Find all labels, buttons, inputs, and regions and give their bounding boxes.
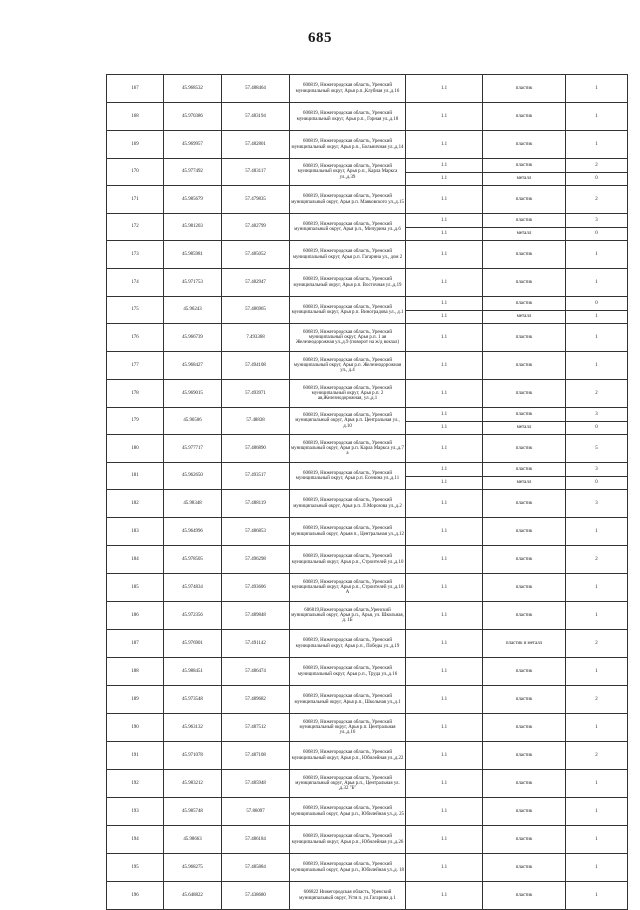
latitude-cell: 45.976901 [164, 630, 222, 658]
longitude-cell: 57.488464 [222, 75, 290, 103]
bin-material-cell: пластик [483, 798, 566, 826]
bin-material-cell: пластик [483, 186, 566, 214]
bin-volume-cell: 1.1 [406, 214, 483, 228]
longitude-cell: 57.486853 [222, 518, 290, 546]
bin-volume-cell: 1.1 [406, 574, 483, 602]
bin-material-cell: пластик [483, 269, 566, 297]
row-number-cell: 186 [107, 602, 164, 630]
row-number-cell: 172 [107, 214, 164, 241]
bin-material-cell: пластик [483, 602, 566, 630]
table-row [107, 352, 628, 380]
container-sites-table [106, 74, 628, 910]
longitude-cell: 57.483194 [222, 103, 290, 131]
bin-material-cell: металл [483, 227, 566, 241]
bin-count-cell: 1 [566, 854, 628, 882]
bin-count-cell: 3 [566, 463, 628, 477]
longitude-cell: 57.487512 [222, 714, 290, 742]
table-row [107, 214, 628, 228]
latitude-cell: 45.983212 [164, 770, 222, 798]
bin-count-cell: 2 [566, 742, 628, 770]
longitude-cell: 57.494108 [222, 352, 290, 380]
latitude-cell: 45.96506 [164, 408, 222, 435]
bin-count-cell: 1 [566, 324, 628, 352]
row-number-cell: 181 [107, 463, 164, 490]
bin-volume-cell: 1.1 [406, 798, 483, 826]
bin-volume-cell: 1.1 [406, 630, 483, 658]
address-cell: 606819, Нижегородская область, Уренский муниципальный округ, Арья р.п., Юбилейная ул.,д.22 [290, 742, 406, 770]
bin-count-cell: 3 [566, 214, 628, 228]
row-number-cell: 168 [107, 103, 164, 131]
address-cell: 606819, Нижегородская область, Уренский муниципальный округ, Арья р.п., Больничная ул.,д.14 [290, 131, 406, 159]
bin-material-cell: пластик [483, 297, 566, 311]
table-row [107, 742, 628, 770]
bin-count-cell: 1 [566, 882, 628, 910]
latitude-cell: 45.968427 [164, 352, 222, 380]
bin-volume-cell: 1.1 [406, 854, 483, 882]
latitude-cell: 45.969015 [164, 380, 222, 408]
bin-count-cell: 1 [566, 518, 628, 546]
bin-material-cell: пластик [483, 854, 566, 882]
address-cell: 606819, Нижегородская область, Уренский муниципальный округ, Арья р.п. 2 ая,Железнодорожная, ул.,д.1 [290, 380, 406, 408]
bin-volume-cell: 1.1 [406, 310, 483, 324]
row-number-cell: 193 [107, 798, 164, 826]
address-cell: 606819, Нижегородская область, Уренский муниципальный округ, Арья р.п. Карла Маркса ул.,д.7 а [290, 435, 406, 463]
table-row [107, 186, 628, 214]
latitude-cell: 45.985679 [164, 186, 222, 214]
longitude-cell: 57.489682 [222, 686, 290, 714]
table-row [107, 546, 628, 574]
bin-count-cell: 1 [566, 574, 628, 602]
longitude-cell: 57.491142 [222, 630, 290, 658]
bin-material-cell: пластик [483, 770, 566, 798]
address-cell: 606819, Нижегородская область, Уренский муниципальный округ, Арья р.п., Горная ул.,д.18 [290, 103, 406, 131]
address-cell: 606819,Нижегородская область,Уренский муниципальный округ, Арья р.п., Арья, ул. Школьная, д. 1Б [290, 602, 406, 630]
bin-volume-cell: 1.1 [406, 241, 483, 269]
address-cell: 606819, Нижегородская область, Уренский муниципальный округ, Арья р.п. Железнодорожная ул., д.4 [290, 352, 406, 380]
table-row [107, 380, 628, 408]
table-row [107, 241, 628, 269]
address-cell: 606819, Нижегородская область, Уренский муниципальный округ, Арья р.п. Центральная ул.,д.16 [290, 714, 406, 742]
latitude-cell: 45.98663 [164, 826, 222, 854]
bin-count-cell: 0 [566, 421, 628, 435]
bin-material-cell: пластик [483, 408, 566, 422]
row-number-cell: 184 [107, 546, 164, 574]
address-cell: 606819, Нижегородская область, Уренский муниципальный округ, Арья р.п.,Клубная ул.,д.16 [290, 75, 406, 103]
table-row [107, 518, 628, 546]
row-number-cell: 194 [107, 826, 164, 854]
address-cell: 606819, Нижегородская область, Уренский муниципальный округ, Арья р.п., Карла Маркса ул.,д.39 [290, 159, 406, 186]
latitude-cell: 45.985981 [164, 241, 222, 269]
table-row [107, 435, 628, 463]
bin-count-cell: 5 [566, 435, 628, 463]
address-cell: 606819, Нижегородская область, Уренский муниципальный округ, Арья р.п. Есенина ул.,д.11 [290, 463, 406, 490]
latitude-cell: 45.969957 [164, 131, 222, 159]
bin-count-cell: 3 [566, 408, 628, 422]
row-number-cell: 192 [107, 770, 164, 798]
latitude-cell: 45.968532 [164, 75, 222, 103]
latitude-cell: 45.971753 [164, 269, 222, 297]
longitude-cell: 57.493517 [222, 463, 290, 490]
table-body [107, 75, 628, 910]
bin-volume-cell: 1.1 [406, 882, 483, 910]
row-number-cell: 170 [107, 159, 164, 186]
bin-volume-cell: 1.1 [406, 186, 483, 214]
row-number-cell: 167 [107, 75, 164, 103]
row-number-cell: 173 [107, 241, 164, 269]
bin-count-cell: 1 [566, 75, 628, 103]
bin-volume-cell: 1.1 [406, 131, 483, 159]
address-cell: 606819, Нижегородская область, Уренский муниципальный округ, Арья р.п., Юбилейная ул.,д.26 [290, 826, 406, 854]
longitude-cell: 57.486474 [222, 658, 290, 686]
address-cell: 606819, Нижегородская область, Уренский муниципальный округ, Арья р.п., Строителей ул.,д.10 А [290, 574, 406, 602]
longitude-cell: 57.487108 [222, 742, 290, 770]
address-cell: 606819, Нижегородская область, Уренский муниципальный округ, Арья р.п., Мичурина ул.,д.6 [290, 214, 406, 241]
row-number-cell: 180 [107, 435, 164, 463]
bin-volume-cell: 1.1 [406, 770, 483, 798]
bin-material-cell: пластик [483, 490, 566, 518]
bin-material-cell: металл [483, 310, 566, 324]
table-row [107, 324, 628, 352]
address-cell: 606819, Нижегородская область, Уренский муниципальный округ, Арья р.п., Труда ул.,д.16 [290, 658, 406, 686]
table-row [107, 159, 628, 173]
table-row [107, 686, 628, 714]
latitude-cell: 45.968275 [164, 854, 222, 882]
address-cell: 606819, Нижегородская область, Уренский муниципальный округ, Арья р.п., Школьная ул.,д.1 [290, 686, 406, 714]
table-row [107, 714, 628, 742]
row-number-cell: 178 [107, 380, 164, 408]
bin-volume-cell: 1.1 [406, 826, 483, 854]
bin-count-cell: 0 [566, 297, 628, 311]
latitude-cell: 45.98348 [164, 490, 222, 518]
bin-volume-cell: 1.1 [406, 742, 483, 770]
bin-volume-cell: 1.1 [406, 421, 483, 435]
table-row [107, 882, 628, 910]
address-cell: 606822 Нижегородская область, Уренский муниципальный округ, Устя п. ул.Гагарина д.1 [290, 882, 406, 910]
longitude-cell: 57.493971 [222, 380, 290, 408]
latitude-cell: 45.971078 [164, 742, 222, 770]
bin-volume-cell: 1.1 [406, 172, 483, 186]
longitude-cell: 7.493368 [222, 324, 290, 352]
bin-volume-cell: 1.1 [406, 435, 483, 463]
bin-count-cell: 1 [566, 714, 628, 742]
latitude-cell: 45.970386 [164, 103, 222, 131]
table-row [107, 131, 628, 159]
latitude-cell: 45.988451 [164, 658, 222, 686]
bin-material-cell: пластик [483, 882, 566, 910]
bin-volume-cell: 1.1 [406, 227, 483, 241]
table-row [107, 297, 628, 311]
row-number-cell: 174 [107, 269, 164, 297]
bin-material-cell: металл [483, 421, 566, 435]
longitude-cell: 57.496298 [222, 546, 290, 574]
bin-count-cell: 0 [566, 172, 628, 186]
bin-material-cell: пластик [483, 380, 566, 408]
row-number-cell: 187 [107, 630, 164, 658]
bin-volume-cell: 1.1 [406, 714, 483, 742]
longitude-cell: 57.86097 [222, 798, 290, 826]
address-cell: 606819, Нижегородская область, Уренский муниципальный округ, Арья р.п., Центральная ул. ,д.32 "Б" [290, 770, 406, 798]
bin-count-cell: 1 [566, 310, 628, 324]
address-cell: 606819, Нижегородская область, Уренский муниципальный округ, Арьяя п., Центральная ул.,д.12 [290, 518, 406, 546]
bin-count-cell: 1 [566, 826, 628, 854]
bin-count-cell: 1 [566, 658, 628, 686]
table-row [107, 826, 628, 854]
bin-count-cell: 2 [566, 159, 628, 173]
table-row [107, 798, 628, 826]
latitude-cell: 45.972356 [164, 602, 222, 630]
bin-count-cell: 3 [566, 490, 628, 518]
row-number-cell: 182 [107, 490, 164, 518]
address-cell: 606819, Нижегородская область, Уренский муниципальный округ, Арья р.п. Л.Морозова ул.,д.2 [290, 490, 406, 518]
bin-material-cell: металл [483, 172, 566, 186]
bin-volume-cell: 1.1 [406, 518, 483, 546]
address-cell: 606819, Нижегородская область, Уренский муниципальный округ, Арья р.п., Юбилейная ул.,д. 18 [290, 854, 406, 882]
bin-count-cell: 2 [566, 686, 628, 714]
table-row [107, 770, 628, 798]
bin-material-cell: пластик [483, 75, 566, 103]
bin-material-cell: пластик [483, 214, 566, 228]
row-number-cell: 191 [107, 742, 164, 770]
bin-count-cell: 2 [566, 380, 628, 408]
table-row [107, 574, 628, 602]
longitude-cell: 57.493606 [222, 574, 290, 602]
row-number-cell: 175 [107, 297, 164, 324]
bin-volume-cell: 1.1 [406, 490, 483, 518]
address-cell: 606819, Нижегородская область, Уренский муниципальный округ, Арья р.п., Победы ул.,д.19 [290, 630, 406, 658]
bin-volume-cell: 1.1 [406, 602, 483, 630]
bin-count-cell: 1 [566, 770, 628, 798]
table-row [107, 602, 628, 630]
latitude-cell: 45.985748 [164, 798, 222, 826]
bin-material-cell: пластик [483, 658, 566, 686]
bin-material-cell: пластик [483, 103, 566, 131]
bin-material-cell: пластик [483, 131, 566, 159]
bin-volume-cell: 1.1 [406, 408, 483, 422]
address-cell: 606819, Нижегородская область, Уренский муниципальный округ, Арья р.п., Юбилейная ул.,д. 25 [290, 798, 406, 826]
latitude-cell: 45.977492 [164, 159, 222, 186]
bin-material-cell: металл [483, 476, 566, 490]
bin-count-cell: 1 [566, 352, 628, 380]
longitude-cell: 57.482947 [222, 269, 290, 297]
bin-material-cell: пластик [483, 518, 566, 546]
row-number-cell: 177 [107, 352, 164, 380]
table-row [107, 75, 628, 103]
row-number-cell: 188 [107, 658, 164, 686]
bin-count-cell: 1 [566, 798, 628, 826]
bin-material-cell: пластик и металл [483, 630, 566, 658]
address-cell: 606819, Нижегородская область, Уренский муниципальный округ, Арья р.п., Строителей ул.,д.10 [290, 546, 406, 574]
longitude-cell: 57.438680 [222, 882, 290, 910]
bin-count-cell: 1 [566, 131, 628, 159]
longitude-cell: 57.486965 [222, 297, 290, 324]
latitude-cell: 45.962650 [164, 463, 222, 490]
bin-volume-cell: 1.1 [406, 658, 483, 686]
bin-volume-cell: 1.1 [406, 75, 483, 103]
longitude-cell: 57.482801 [222, 131, 290, 159]
bin-material-cell: пластик [483, 324, 566, 352]
row-number-cell: 195 [107, 854, 164, 882]
row-number-cell: 196 [107, 882, 164, 910]
bin-volume-cell: 1.1 [406, 380, 483, 408]
bin-count-cell: 2 [566, 630, 628, 658]
bin-count-cell: 1 [566, 269, 628, 297]
longitude-cell: 57.485884 [222, 854, 290, 882]
bin-material-cell: пластик [483, 826, 566, 854]
bin-material-cell: пластик [483, 574, 566, 602]
table-row [107, 630, 628, 658]
address-cell: 606819, Нижегородская область, Уренский муниципальный округ, Арья р.п. 1 ая Железнодорожная ул.,д.9 (поворот на ж/д вокзал) [290, 324, 406, 352]
bin-volume-cell: 1.1 [406, 546, 483, 574]
bin-volume-cell: 1.1 [406, 269, 483, 297]
longitude-cell: 57.48838 [222, 408, 290, 435]
bin-material-cell: пластик [483, 435, 566, 463]
bin-material-cell: пластик [483, 159, 566, 173]
table-row [107, 854, 628, 882]
longitude-cell: 57.479835 [222, 186, 290, 214]
latitude-cell: 45.963132 [164, 714, 222, 742]
latitude-cell: 45.973548 [164, 686, 222, 714]
address-cell: 606819, Нижегородская область, Уренский муниципальный округ, Арья р.п. Виноградова ул., д.1 [290, 297, 406, 324]
address-cell: 606819, Нижегородская область, Уренский муниципальный округ, Арья р.п. Центральная ул., д.10 [290, 408, 406, 435]
bin-count-cell: 0 [566, 227, 628, 241]
longitude-cell: 57.485948 [222, 770, 290, 798]
bin-volume-cell: 1.1 [406, 297, 483, 311]
bin-count-cell: 2 [566, 186, 628, 214]
longitude-cell: 57.486890 [222, 435, 290, 463]
latitude-cell: 45.966739 [164, 324, 222, 352]
address-cell: 606819, Нижегородская область, Уренский муниципальный округ, Арья р.п. Восточная ул.,д.19 [290, 269, 406, 297]
bin-material-cell: пластик [483, 742, 566, 770]
row-number-cell: 189 [107, 686, 164, 714]
bin-volume-cell: 1.1 [406, 476, 483, 490]
bin-material-cell: пластик [483, 463, 566, 477]
bin-volume-cell: 1.1 [406, 686, 483, 714]
row-number-cell: 169 [107, 131, 164, 159]
bin-count-cell: 0 [566, 476, 628, 490]
latitude-cell: 45.981203 [164, 214, 222, 241]
longitude-cell: 57.488119 [222, 490, 290, 518]
latitude-cell: 45.96243 [164, 297, 222, 324]
bin-count-cell: 1 [566, 241, 628, 269]
bin-material-cell: пластик [483, 352, 566, 380]
row-number-cell: 190 [107, 714, 164, 742]
longitude-cell: 57.482799 [222, 214, 290, 241]
bin-count-cell: 1 [566, 103, 628, 131]
row-number-cell: 176 [107, 324, 164, 352]
row-number-cell: 185 [107, 574, 164, 602]
bin-volume-cell: 1.1 [406, 352, 483, 380]
longitude-cell: 57.485052 [222, 241, 290, 269]
page-number: 685 [308, 30, 332, 46]
latitude-cell: 45.978505 [164, 546, 222, 574]
latitude-cell: 45.648822 [164, 882, 222, 910]
longitude-cell: 57.483117 [222, 159, 290, 186]
table-row [107, 103, 628, 131]
bin-volume-cell: 1.1 [406, 324, 483, 352]
latitude-cell: 45.964996 [164, 518, 222, 546]
table-row [107, 658, 628, 686]
bin-count-cell: 1 [566, 602, 628, 630]
bin-material-cell: пластик [483, 546, 566, 574]
row-number-cell: 179 [107, 408, 164, 435]
table-row [107, 490, 628, 518]
table-row [107, 269, 628, 297]
row-number-cell: 183 [107, 518, 164, 546]
longitude-cell: 57.489848 [222, 602, 290, 630]
table-row [107, 408, 628, 422]
latitude-cell: 45.977717 [164, 435, 222, 463]
bin-volume-cell: 1.1 [406, 103, 483, 131]
bin-material-cell: пластик [483, 241, 566, 269]
bin-material-cell: пластик [483, 714, 566, 742]
longitude-cell: 57.486184 [222, 826, 290, 854]
bin-count-cell: 2 [566, 546, 628, 574]
latitude-cell: 45.974834 [164, 574, 222, 602]
address-cell: 606819, Нижегородская область, Уренский муниципальный округ, Арья р.п. Маяковского ул.,д.15 [290, 186, 406, 214]
table-row [107, 463, 628, 477]
row-number-cell: 171 [107, 186, 164, 214]
bin-volume-cell: 1.1 [406, 463, 483, 477]
bin-volume-cell: 1.1 [406, 159, 483, 173]
bin-material-cell: пластик [483, 686, 566, 714]
address-cell: 606819, Нижегородская область, Уренский муниципальный округ, Арья р.п. Гагарина ул., дом 2 [290, 241, 406, 269]
